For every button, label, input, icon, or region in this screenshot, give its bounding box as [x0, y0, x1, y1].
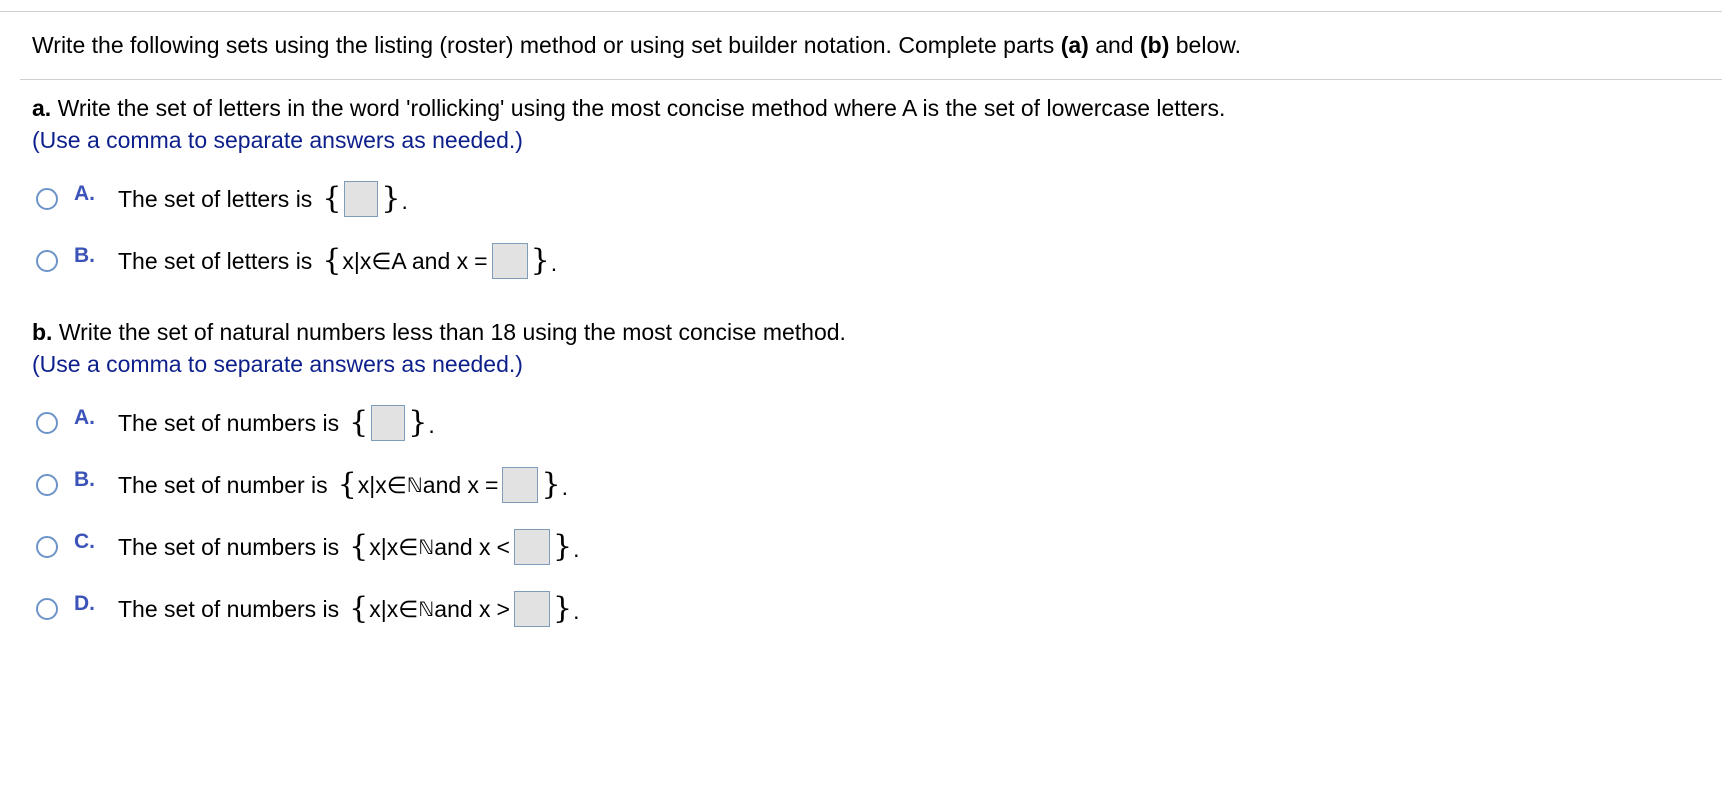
natural-numbers-symbol: ℕ	[418, 535, 435, 559]
set-builder-condition: and x	[422, 471, 480, 498]
instructions	[32, 31, 1241, 59]
part-b-hint: (Use a comma to separate answers as needed.)	[32, 351, 523, 377]
period: .	[561, 473, 568, 500]
radio-button[interactable]	[36, 598, 58, 620]
part-a-question-text: Write the set of letters in the word 'rollicking' using the most concise method where A is the set of lowercase letters.	[51, 95, 1226, 121]
option-letter: D.	[74, 592, 95, 615]
set-builder	[349, 591, 579, 627]
part-a-label: a.	[32, 95, 52, 121]
option-letter: A.	[74, 406, 95, 429]
instructions-end: below.	[1169, 32, 1241, 58]
open-brace: {	[322, 181, 342, 216]
close-brace: }	[552, 529, 573, 564]
close-brace: }	[408, 405, 428, 440]
answer-input[interactable]	[514, 591, 550, 627]
part-a-hint: (Use a comma to separate answers as needed.)	[32, 127, 523, 153]
open-brace: {	[349, 405, 369, 440]
option-text: The set of numbers is	[118, 595, 340, 622]
answer-input[interactable]	[492, 243, 528, 279]
answer-input[interactable]	[344, 181, 378, 217]
period: .	[550, 249, 558, 276]
open-brace: {	[349, 591, 369, 626]
option-text: The set of letters is	[118, 247, 313, 274]
part-b-option-c[interactable]	[36, 529, 579, 565]
top-divider	[0, 11, 1722, 12]
answer-input[interactable]	[514, 529, 550, 565]
part-b-option-a[interactable]	[36, 405, 435, 441]
natural-numbers-symbol: ℕ	[418, 597, 435, 621]
part-b-question	[32, 318, 846, 346]
option-letter: A.	[74, 182, 95, 205]
option-text: The set of letters is	[118, 185, 313, 212]
set-builder-expression: x|x∈	[357, 471, 407, 498]
part-b-label: b.	[32, 319, 53, 345]
natural-numbers-symbol: ℕ	[406, 473, 423, 497]
radio-button[interactable]	[36, 412, 58, 434]
option-letter: C.	[74, 530, 95, 553]
answer-input[interactable]	[371, 405, 405, 441]
roster-set	[322, 181, 408, 217]
option-text: The set of number is	[118, 471, 328, 498]
part-b-question-text: Write the set of natural numbers less than 18 using the most concise method.	[52, 319, 846, 345]
part-a-option-b[interactable]	[36, 243, 557, 279]
option-text: The set of numbers is	[118, 409, 340, 436]
part-a-option-a[interactable]	[36, 181, 408, 217]
part-b-option-b[interactable]	[36, 467, 568, 503]
period: .	[401, 187, 408, 214]
set-builder	[322, 243, 557, 279]
set-builder-expression: x|x∈A and x	[342, 247, 469, 274]
operator: =	[485, 471, 499, 498]
part-b-option-d[interactable]	[36, 591, 579, 627]
radio-button[interactable]	[36, 188, 58, 210]
option-text: The set of numbers is	[118, 533, 340, 560]
period: .	[428, 411, 435, 438]
radio-button[interactable]	[36, 250, 58, 272]
open-brace: {	[349, 529, 369, 564]
radio-button[interactable]	[36, 536, 58, 558]
close-brace: }	[541, 467, 561, 502]
set-builder	[349, 529, 579, 565]
open-brace: {	[322, 243, 342, 278]
set-builder-condition: and x	[434, 595, 491, 622]
operator: >	[496, 595, 510, 622]
part-a-reference: (a)	[1060, 32, 1089, 58]
set-builder-expression: x|x∈	[369, 533, 419, 560]
close-brace: }	[530, 243, 550, 278]
option-letter: B.	[74, 468, 95, 491]
answer-input[interactable]	[502, 467, 538, 503]
set-builder-condition: and x	[434, 533, 491, 560]
option-letter: B.	[74, 244, 95, 267]
instructions-and: and	[1088, 32, 1140, 58]
part-a-question	[32, 94, 1225, 122]
close-brace: }	[552, 591, 573, 626]
period: .	[573, 535, 580, 562]
open-brace: {	[337, 467, 357, 502]
close-brace: }	[381, 181, 401, 216]
operator: =	[474, 247, 488, 274]
instructions-text: Write the following sets using the listing (roster) method or using set builder notation. Complete parts	[32, 32, 1061, 58]
roster-set	[349, 405, 435, 441]
set-builder-expression: x|x∈	[369, 595, 419, 622]
set-builder	[338, 467, 568, 503]
part-b-reference: (b)	[1139, 32, 1170, 58]
radio-button[interactable]	[36, 474, 58, 496]
period: .	[573, 597, 580, 624]
operator: <	[496, 533, 510, 560]
section-divider	[20, 79, 1722, 80]
